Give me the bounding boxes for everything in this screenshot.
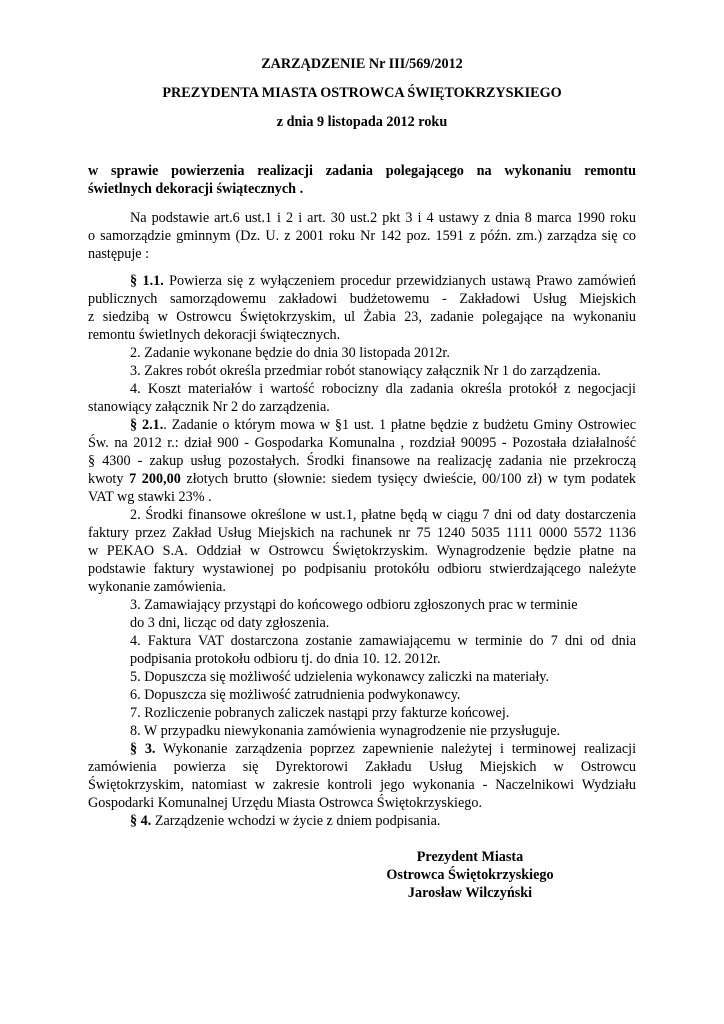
signature-name: Jarosław Wilczyński bbox=[407, 885, 533, 901]
section-2-point-2-line-2: faktury przez Zakład Usług Miejskich na rachunek nr 75 1240 5035 1111 0000 5572 1136 bbox=[88, 525, 636, 541]
section-4-line: § 4. Zarządzenie wchodzi w życie z dniem podpisania. bbox=[130, 813, 441, 829]
signature-title: Prezydent Miasta bbox=[416, 849, 524, 865]
basis-line-1: Na podstawie art.6 ust.1 i 2 i art. 30 ust.2 pkt 3 i 4 ustawy z dnia 8 marca 1990 roku bbox=[130, 210, 636, 226]
section-1-line-4: remontu świetlnych dekoracji świątecznych. bbox=[88, 327, 341, 343]
section-2-line-3: § 4300 - zakup usług pozostałych. Środki finansowe na realizację zadania nie przekroczą bbox=[88, 453, 636, 469]
section-1-line-2: publicznych samorządowemu zakładowi budżetowemu - Zakładowi Usług Miejskich bbox=[88, 291, 636, 307]
document-issuer: PREZYDENTA MIASTA OSTROWCA ŚWIĘTOKRZYSKIEGO bbox=[162, 85, 562, 101]
document-title: ZARZĄDZENIE Nr III/569/2012 bbox=[261, 56, 463, 72]
section-2-point-8: 8. W przypadku niewykonania zamówienia wynagrodzenie nie przysługuje. bbox=[130, 723, 561, 739]
basis-line-3: następuje : bbox=[88, 246, 150, 262]
section-1-mark: § 1.1. bbox=[130, 273, 164, 289]
contract-amount: 7 200,00 bbox=[129, 471, 181, 487]
signature-city: Ostrowca Świętokrzyskiego bbox=[386, 867, 554, 883]
section-2-line-4: kwoty 7 200,00 złotych brutto (słownie: siedem tysięcy dwieście, 00/100 zł) w tym podatek bbox=[88, 471, 637, 487]
section-3-mark: § 3. bbox=[130, 741, 156, 757]
section-2-point-6: 6. Dopuszcza się możliwość zatrudnienia podwykonawcy. bbox=[130, 687, 461, 703]
subject-line-1: w sprawie powierzenia realizacji zadania polegającego na wykonaniu remontu bbox=[88, 163, 636, 179]
section-1-line-3: z siedzibą w Ostrowcu Świętokrzyskim, ul Żabia 23, zadanie polegające na wykonaniu bbox=[88, 309, 636, 325]
section-2-point-2-line-4: podstawie faktury wystawionej po podpisaniu protokółu odbioru stwierdzającego należyte bbox=[88, 561, 636, 577]
section-4-mark: § 4. bbox=[130, 813, 152, 829]
section-2-point-7: 7. Rozliczenie pobranych zaliczek nastąpi przy fakturze końcowej. bbox=[130, 705, 510, 721]
section-2-point-5: 5. Dopuszcza się możliwość udzielenia wykonawcy zaliczki na materiały. bbox=[130, 669, 550, 685]
section-2-line-2: Św. na 2012 r.: dział 900 - Gospodarka Komunalna , rozdział 90095 - Pozostała działalność bbox=[88, 435, 636, 451]
section-1-point-4-line-2: stanowiący załącznik Nr 2 do zarządzenia. bbox=[88, 399, 330, 415]
section-2-point-2-line-3: w PEKAO S.A. Oddział w Ostrowcu Świętokrzyskim. Wynagrodzenie będzie płatne na bbox=[88, 543, 636, 559]
section-2-point-4-line-2: podpisania protokołu odbioru tj. do dnia 10. 12. 2012r. bbox=[130, 651, 441, 667]
section-2-line-1: § 2.1.. Zadanie o którym mowa w §1 ust. 1 płatne będzie z budżetu Gminy Ostrowiec bbox=[130, 417, 637, 433]
section-1-point-4-line-1: 4. Koszt materiałów i wartość robocizny dla zadania określa protokół z negocjacji bbox=[130, 381, 636, 397]
section-1-line-1: § 1.1. Powierza się z wyłączeniem procedur przewidzianych ustawą Prawo zamówień bbox=[130, 273, 637, 289]
section-2-point-2-line-5: wykonanie zamówienia. bbox=[88, 579, 226, 595]
section-1-point-3: 3. Zakres robót określa przedmiar robót stanowiący załącznik Nr 1 do zarządzenia. bbox=[130, 363, 601, 379]
section-2-point-3-line-1: 3. Zamawiający przystąpi do końcowego odbioru zgłoszonych prac w terminie bbox=[130, 597, 578, 613]
section-2-point-4-line-1: 4. Faktura VAT dostarczona zostanie zamawiającemu w terminie do 7 dni od dnia bbox=[130, 633, 636, 649]
section-3-line-4: Gospodarki Komunalnej Urzędu Miasta Ostrowca Świętokrzyskiego. bbox=[88, 795, 483, 811]
section-3-line-2: zamówienia powierza się Dyrektorowi Zakładu Usług Miejskich w Ostrowcu bbox=[88, 759, 636, 775]
basis-line-2: o samorządzie gminnym (Dz. U. z 2001 roku Nr 142 poz. 1591 z późn. zm.) zarządza się co bbox=[88, 228, 636, 244]
subject-line-2: świetlnych dekoracji świątecznych . bbox=[88, 181, 304, 197]
section-2-point-3-line-2: do 3 dni, licząc od daty zgłoszenia. bbox=[130, 615, 330, 631]
section-2-point-2-line-1: 2. Środki finansowe określone w ust.1, płatne będą w ciągu 7 dni od daty dostarczenia bbox=[130, 507, 636, 523]
section-2-line-5: VAT wg stawki 23% . bbox=[88, 489, 212, 505]
section-3-line-1: § 3. Wykonanie zarządzenia poprzez zapewnienie należytej i terminowej realizacji bbox=[130, 741, 637, 757]
document-date: z dnia 9 listopada 2012 roku bbox=[276, 114, 448, 130]
section-1-point-2: 2. Zadanie wykonane będzie do dnia 30 listopada 2012r. bbox=[130, 345, 450, 361]
section-3-line-3: Świętokrzyskim, natomiast w zakresie kontroli jego wykonania - Naczelnikowi Wydziału bbox=[88, 777, 636, 793]
section-2-mark: § 2.1. bbox=[130, 417, 164, 433]
